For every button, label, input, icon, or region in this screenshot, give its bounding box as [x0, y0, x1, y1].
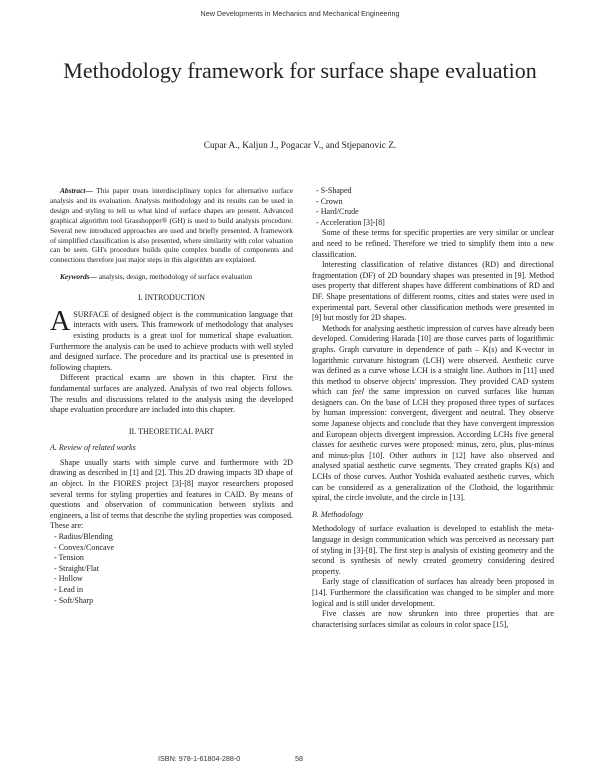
- abstract-label: Abstract—: [60, 186, 93, 195]
- review-paragraph-3: Interesting classification of relative distances (RD) and directional fragmentation (DF) of 2D boundary shapes was presented in [9]. Method uses property that different shapes have different combinations of RD and DF. Shape presentations of different rooms, cities and states were used in experimental part. Several other classification methods were presented in [9] but mostly for 2D shapes.: [312, 260, 554, 323]
- methodology-paragraph-2: Early stage of classification of surfaces has already been proposed in [14]. Furthermore the classification was changed to be simpler and more logical and is still under development.: [312, 577, 554, 608]
- styling-terms-list-right: [312, 186, 554, 228]
- paper-title: Methodology framework for surface shape evaluation: [63, 58, 537, 83]
- section-heading-introduction: I. INTRODUCTION: [137, 293, 206, 303]
- author-list: Cupar A., Kaljun J., Pogacar V., and Stjepanovic Z.: [203, 141, 397, 151]
- review-paragraph-4: Methods for analysing aesthetic impression of curves have already been developed. Considering Harada [10] are those curves parts of logarithmic graphs. Graph curvature in dependence of path – K(s) and K-vector in logarithmic curvature histogram (LCH) were observed. Aesthetic curve was defined as a curve whose LCH is a straight line. Authors in [11] used this method to observe objects' impression. They provided CAD system which can feel the same impression on curved surfaces like human designers can. On the base of LCH they proposed three types of surfaces by human impression: convergent, divergent and neutral. They observe some Japanese objects and conclude that they have convergent impression and European objects divergent impression. According LCHs five general classes for aesthetic curves were proposed: minus, zero, plus, plus-minus and minus-plus [10]. Other authors in [12] have also observed and analysed spatial aesthetic curve segments. They created graphs K(s) and LCHs of those curves. Author Yoshida evaluated aesthetic curves, which can be considered as a generalization of the Clothoid, the logarithmic spiral, the circle involute, and the circle in [13].: [312, 323, 555, 503]
- abstract: [50, 186, 293, 265]
- review-paragraph-2: Some of these terms for specific properties are very similar or unclear and need to be refined. Therefore we tried to simplify them into a new classification.: [312, 228, 554, 259]
- styling-term: - Radius/Blending: [54, 532, 113, 542]
- page-number: 58: [295, 754, 303, 763]
- styling-term: - Hard/Crude: [316, 207, 359, 217]
- styling-term: - S-Shaped: [316, 186, 352, 195]
- left-column: [50, 186, 293, 606]
- section-heading-theoretical: II. THEORETICAL PART: [128, 426, 215, 436]
- keywords: [50, 272, 293, 282]
- styling-term: - Convex/Concave: [54, 542, 115, 552]
- styling-terms-list-left: [50, 532, 293, 606]
- intro-paragraph-1: ASURFACE of designed object is the communication language that interacts with users. This framework of methodology that analyses existing products is a great tool for numerical shape evaluation. Furthermore the analysis can be used to achieve products with well styled and designed surface. The procedure and its practical use is presented in following chapters.: [50, 305, 293, 372]
- footer-isbn: ISBN: 978-1-61804-288-0: [158, 754, 241, 763]
- review-paragraph-1: Shape usually starts with simple curve and furthermore with 2D drawing as described in [1] and [2]. This 2D drawing impacts 3D shape of an object. In the FIORES project [3]-[8] mayor researchers proposed several terms for styling properties and features in CAID. By means of questions and observation of communication between stylists and engineers, a list of terms that describe the styling properties was composed. These are:: [50, 457, 293, 531]
- styling-term: - Lead in: [54, 585, 84, 594]
- right-column: [312, 186, 554, 630]
- subsection-heading-review: A. Review of related works: [50, 443, 136, 453]
- styling-term: - Acceleration [3]-[8]: [316, 217, 385, 227]
- running-header: New Developments in Mechanics and Mechanical Engineering: [200, 9, 400, 18]
- styling-term: - Straight/Flat: [54, 563, 99, 573]
- keywords-label: Keywords—: [60, 272, 97, 282]
- abstract-text: This paper treats interdisciplinary topics for alternative surface analysis and its evaluation. Analysis methodology and its results can be used in design and styling to tell us what kind of surface shapes are present. Advanced graphical algorithm tool Grasshopper® (GH) is used to build analysis procedure. Several new introduced approaches are used and briefly presented. A framework of simplified classification is also presented, where similarity with color valuation can be seen. GH's procedure builds quite complex bundle of components and connections therefore just major steps in this algorithm are explained.: [50, 186, 293, 265]
- drop-cap: A: [50, 305, 71, 337]
- methodology-paragraph-3: Five classes are now shrunken into three properties that are characterising surfaces similar as colours in color space [15],: [312, 609, 554, 629]
- intro-paragraph-2: Different practical exams are shown in this chapter. First the fundamental surfaces are analyzed. Analysis of two real objects follows. The results and discussions related to the analysis using the developed shape evaluation procedure are included into this chapter.: [50, 373, 293, 415]
- styling-term: - Hollow: [54, 574, 83, 584]
- subsection-heading-methodology: B. Methodology: [312, 509, 364, 519]
- methodology-paragraph-1: Methodology of surface evaluation is developed to establish the meta-language in design communication which was perceived as necessary part of styling in [3]-[8]. The first step is analysis of existing geometry and the second is synthesis of newly created geometry considering desired property.: [312, 524, 554, 576]
- styling-term: - Soft/Sharp: [54, 595, 94, 605]
- styling-term: - Tension: [54, 553, 84, 563]
- styling-term: - Crown: [316, 196, 343, 206]
- keywords-text: analysis, design, methodology of surface evaluation: [96, 272, 253, 282]
